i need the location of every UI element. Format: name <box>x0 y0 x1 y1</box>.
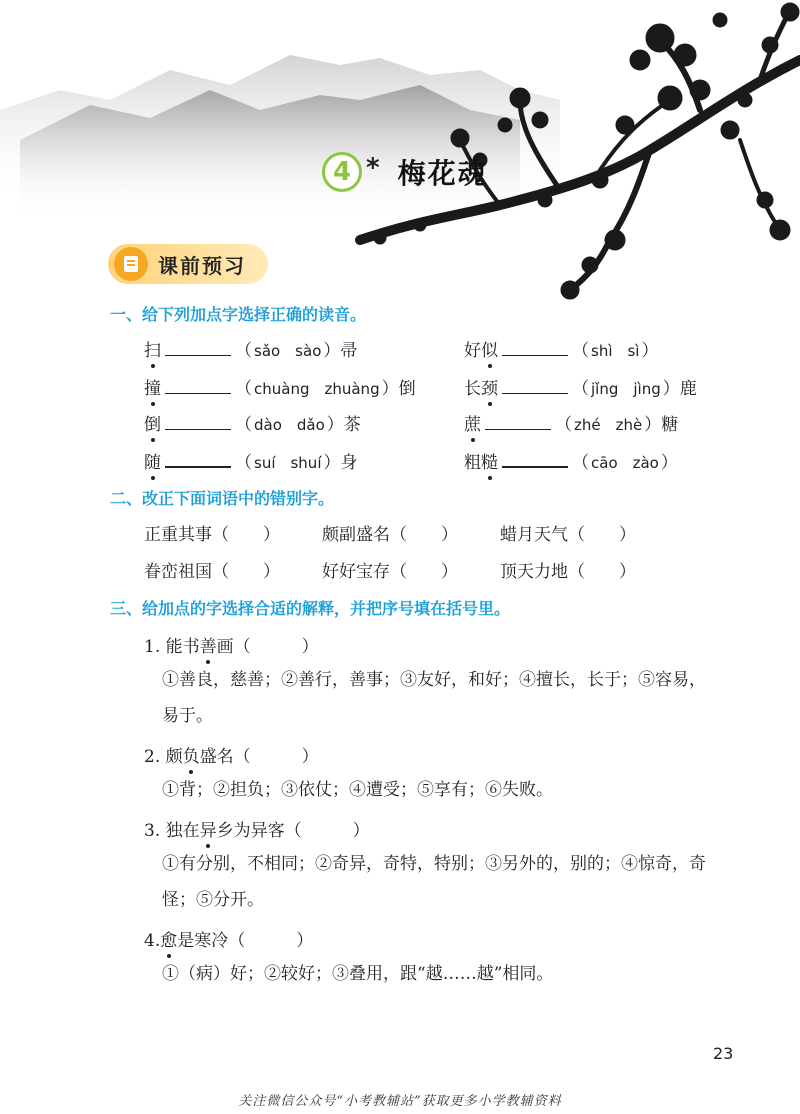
word-suffix: 身 <box>340 453 358 473</box>
dotted-char: 异 <box>200 816 217 841</box>
pinyin-options: sǎo sào <box>254 342 322 360</box>
dotted-char: 愈 <box>160 926 177 951</box>
pinyin-options: suí shuí <box>254 454 322 472</box>
pinyin-options: zhé zhè <box>574 416 643 434</box>
book-icon <box>114 247 148 281</box>
pinyin-options: chuàng zhuàng <box>254 380 380 398</box>
word-prefix: 长 <box>464 379 481 399</box>
dotted-char: 善 <box>200 632 217 657</box>
subquestion-prefix: 3. 独在 <box>144 821 200 841</box>
dotted-char: 似 <box>481 336 498 361</box>
pinyin-options: jǐng jìng <box>591 380 661 398</box>
q3-options: ①（病）好；②较好；③叠用，跟“越……越”相同。 <box>162 964 554 984</box>
page-number: 23 <box>713 1044 734 1063</box>
footer-note: 关注微信公众号“小考教辅站”获取更多小学教辅资料 <box>238 1094 562 1109</box>
q3-subquestion[interactable] <box>144 926 313 951</box>
subquestion-prefix: 1. 能书 <box>144 637 200 657</box>
banner-label: 课前预习 <box>158 253 246 278</box>
word-suffix: 鹿 <box>679 379 697 399</box>
q1-item: 随 （ suí shuí ） 身 <box>144 448 358 473</box>
lesson-star: * <box>366 153 380 183</box>
answer-blank[interactable] <box>502 339 568 356</box>
word-prefix: 粗 <box>464 453 481 473</box>
pinyin-options: cāo zào <box>591 454 659 472</box>
word-suffix: 茶 <box>343 415 361 435</box>
answer-blank[interactable] <box>165 450 231 468</box>
dotted-char: 颈 <box>481 374 498 399</box>
pinyin-options: shì sì <box>591 342 640 360</box>
dotted-char: 糙 <box>481 448 498 473</box>
subquestion-suffix: 盛名（ ） <box>199 747 319 767</box>
lesson-number-badge: 4 <box>322 152 362 192</box>
answer-blank[interactable] <box>165 377 231 394</box>
q1-item: 扫 （ sǎo sào ） 帚 <box>144 336 357 361</box>
answer-blank[interactable] <box>502 450 568 468</box>
dotted-char: 随 <box>144 448 161 473</box>
dotted-char: 扫 <box>144 336 161 361</box>
subquestion-suffix: 乡为异客（ ） <box>216 821 370 841</box>
pinyin-options: dào dǎo <box>254 416 325 434</box>
word-suffix: 糖 <box>661 415 679 435</box>
q1-heading: 一、给下列加点字选择正确的读音。 <box>110 305 367 324</box>
q3-subquestion[interactable] <box>144 742 319 767</box>
q1-item: 长 颈 （ jǐng jìng ） 鹿 <box>464 374 697 399</box>
answer-blank[interactable] <box>165 413 231 430</box>
lesson-title-block <box>322 152 488 192</box>
q2-item[interactable]: 好好宝存（ ） <box>322 562 458 582</box>
q1-item: 粗 糙 （ cāo zào ） <box>464 448 678 473</box>
lesson-title: 梅花魂 <box>397 157 488 190</box>
q3-options: ①有分别，不相同；②奇异，奇特，特别；③另外的，别的；④惊奇，奇怪；⑤分开。 <box>162 854 706 910</box>
word-suffix: 帚 <box>340 341 358 361</box>
q2-heading: 二、改正下面词语中的错别字。 <box>110 489 335 508</box>
q3-heading: 三、给加点的字选择合适的解释，并把序号填在括号里。 <box>110 599 511 618</box>
answer-blank[interactable] <box>165 339 231 356</box>
dotted-char: 撞 <box>144 374 161 399</box>
answer-blank[interactable] <box>485 413 551 430</box>
q2-item[interactable]: 颇副盛名（ ） <box>322 525 458 545</box>
answer-blank[interactable] <box>502 377 568 394</box>
q1-item: 好 似 （ shì sì ） <box>464 336 658 361</box>
dotted-char: 负 <box>183 742 200 767</box>
q3-subquestion[interactable] <box>144 816 370 841</box>
word-prefix: 好 <box>464 341 481 361</box>
subquestion-suffix: 是寒冷（ ） <box>177 931 314 951</box>
q3-subquestion[interactable] <box>144 632 319 657</box>
q1-item: 蔗 （ zhé zhè ） 糖 <box>464 410 678 435</box>
dotted-char: 倒 <box>144 410 161 435</box>
q2-item[interactable]: 顶天力地（ ） <box>500 562 636 582</box>
q2-item[interactable]: 正重其事（ ） <box>144 525 280 545</box>
q3-options: ①善良，慈善；②善行，善事；③友好，和好；④擅长，长于；⑤容易，易于。 <box>162 670 706 726</box>
dotted-char: 蔗 <box>464 410 481 435</box>
q3-options: ①背；②担负；③依仗；④遭受；⑤享有；⑥失败。 <box>162 780 553 800</box>
q1-item: 倒 （ dào dǎo ） 茶 <box>144 410 361 435</box>
subquestion-prefix: 4. <box>144 931 161 951</box>
preview-section-banner <box>108 244 268 284</box>
q1-item: 撞 （ chuàng zhuàng ） 倒 <box>144 374 416 399</box>
subquestion-suffix: 画（ ） <box>216 637 319 657</box>
q2-item[interactable]: 眷峦祖国（ ） <box>144 562 280 582</box>
subquestion-prefix: 2. 颇 <box>144 747 183 767</box>
q2-item[interactable]: 蜡月天气（ ） <box>500 525 636 545</box>
word-suffix: 倒 <box>398 379 416 399</box>
